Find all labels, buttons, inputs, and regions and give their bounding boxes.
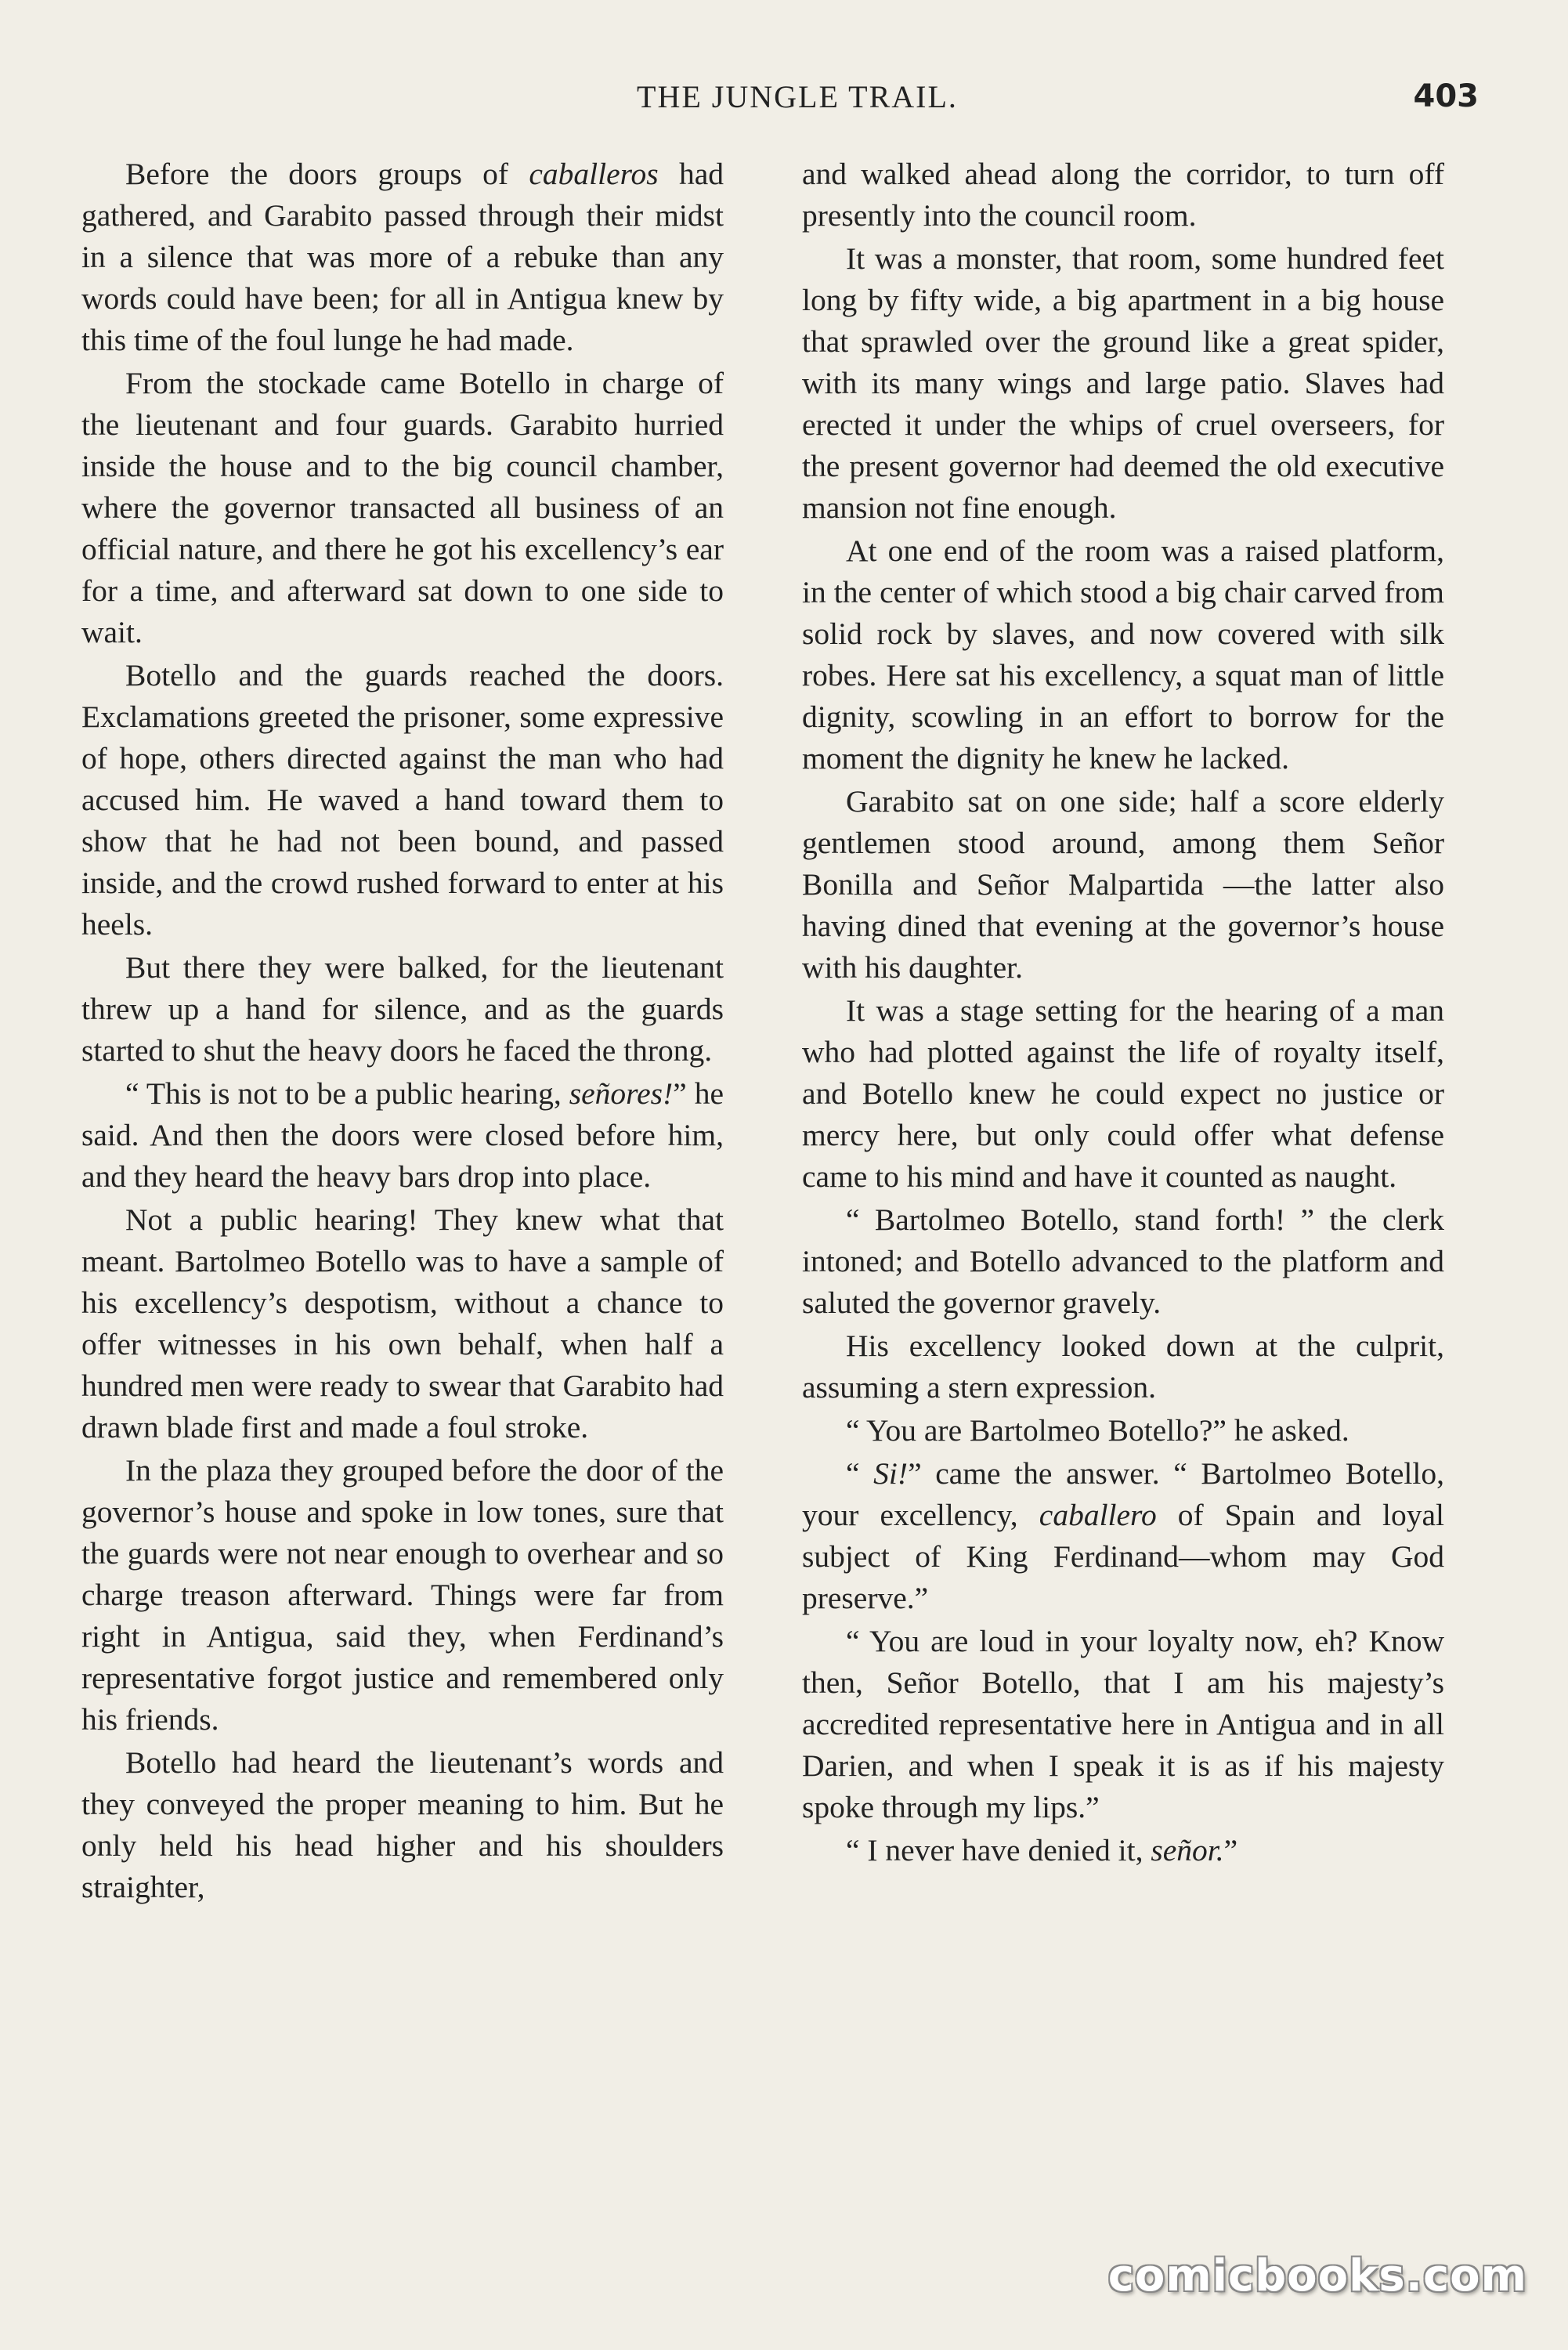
paragraph bbox=[802, 1199, 1444, 1324]
paragraph bbox=[81, 655, 724, 945]
paragraph bbox=[81, 1450, 724, 1741]
paragraph-text: “ bbox=[846, 1456, 874, 1491]
right-column bbox=[802, 154, 1444, 1873]
paragraph-text: It was a stage setting for the hearing of a man who had plotted against the life of royalty itself, and Botello knew he could expect no justice or mercy here, but only could offer what defense came to his mind and have it counted as naught. bbox=[802, 993, 1444, 1194]
paragraph-text: But there they were balked, for the lieutenant threw up a hand for silence, and as the guards started to shut the heavy doors he faced the throng. bbox=[81, 950, 724, 1068]
paragraph bbox=[802, 990, 1444, 1198]
paragraph-text: “ You are loud in your loyalty now, eh? Know then, Señor Botello, that I am his majesty’s accredited representative here in Antigua and in all Darien, and when I speak it is as if his majesty spoke through my lips.” bbox=[802, 1624, 1444, 1824]
paragraph-text: Garabito sat on one side; half a score elderly gentlemen stood around, among them Señor Bonilla and Señor Malpartida —the latter also having dined that evening at the governor’s house with his daughter. bbox=[802, 784, 1444, 985]
paragraph-text: Before the doors groups of bbox=[125, 157, 529, 191]
paragraph-text: Botello had heard the lieutenant’s words and they conveyed the proper meaning to him. But he only held his head higher and his shoulders straighter, bbox=[81, 1745, 724, 1904]
paragraph bbox=[81, 947, 724, 1072]
italic-text: Si! bbox=[873, 1456, 909, 1491]
paragraph bbox=[81, 154, 724, 361]
paragraph bbox=[81, 1199, 724, 1448]
paragraph bbox=[802, 781, 1444, 989]
paragraph-text: At one end of the room was a raised platform, in the center of which stood a big chair carved from solid rock by slaves, and now covered with silk robes. Here sat his excellency, a squat man of little dignity, scowling in an effort to borrow for the moment the dignity he knew he lacked. bbox=[802, 533, 1444, 776]
running-title: THE JUNGLE TRAIL. bbox=[637, 79, 958, 114]
watermark-logo: comicbooks.com bbox=[1107, 2251, 1527, 2301]
italic-text: caballeros bbox=[529, 157, 659, 191]
paragraph bbox=[802, 154, 1444, 237]
left-column bbox=[81, 154, 724, 1910]
paragraph bbox=[81, 363, 724, 653]
italic-text: señor. bbox=[1151, 1833, 1224, 1867]
paragraph-text: of Spain and loyal subject of King Ferdinand—whom may God preserve.” bbox=[802, 1498, 1444, 1615]
paragraph-text: It was a monster, that room, some hundred feet long by fifty wide, a big apartment in a big house that sprawled over the ground like a great spider, with its many wings and large patio. Slaves had erected it under the whips of cruel overseers, for the present governor had deemed the old executive mansion not fine enough. bbox=[802, 241, 1444, 525]
paragraph-text: Botello and the guards reached the doors. Exclamations greeted the prisoner, some expressive of hope, others directed against the man who had accused him. He waved a hand toward them to show that he had not been bound, and passed inside, and the crowd rushed forward to enter at his heels. bbox=[81, 658, 724, 942]
paragraph-text: In the plaza they grouped before the door of the governor’s house and spoke in low tones, sure that the guards were not near enough to overhear and so charge treason afterward. Things were far from right in Antigua, said they, when Ferdinand’s representative forgot justice and remembered only his friends. bbox=[81, 1453, 724, 1737]
paragraph-text: ” bbox=[1223, 1833, 1238, 1867]
paragraph-text: had gathered, and Garabito passed through their midst in a silence that was more of a rebuke than any words could have been; for all in Antigua knew by this time of the foul lunge he had made. bbox=[81, 157, 724, 357]
italic-text: caballero bbox=[1039, 1498, 1157, 1532]
paragraph-text: “ I never have denied it, bbox=[846, 1833, 1151, 1867]
paragraph-text: His excellency looked down at the culprit, assuming a stern expression. bbox=[802, 1329, 1444, 1405]
paragraph-text: From the stockade came Botello in charge of the lieutenant and four guards. Garabito hurried inside the house and to the big council chamber, where the governor transacted all business of an official nature, and there he got his excellency’s ear for a time, and afterward sat down to one side to wait. bbox=[81, 366, 724, 649]
paragraph bbox=[802, 1621, 1444, 1828]
paragraph-text: Not a public hearing! They knew what that meant. Bartolmeo Botello was to have a sample of his excellency’s despotism, without a chance to offer witnesses in his own behalf, when half a hundred men were ready to swear that Garabito had drawn blade first and made a foul stroke. bbox=[81, 1202, 724, 1444]
page-header bbox=[116, 78, 1479, 125]
paragraph bbox=[802, 1453, 1444, 1619]
paragraph-text: “ This is not to be a public hearing, bbox=[125, 1076, 569, 1111]
italic-text: señores! bbox=[569, 1076, 674, 1111]
paragraph bbox=[802, 1410, 1444, 1452]
page-number: 403 bbox=[1413, 78, 1479, 114]
paragraph-text: and walked ahead along the corridor, to turn off presently into the council room. bbox=[802, 157, 1444, 233]
paragraph bbox=[802, 530, 1444, 779]
paragraph bbox=[802, 238, 1444, 529]
paragraph bbox=[802, 1830, 1444, 1871]
paragraph-text: ” came the answer. “ Bartolmeo Botello, your excellency, bbox=[802, 1456, 1444, 1532]
paragraph-text: ” he said. And then the doors were closed before him, and they heard the heavy bars drop into place. bbox=[81, 1076, 724, 1194]
paragraph bbox=[81, 1742, 724, 1908]
paragraph bbox=[81, 1073, 724, 1198]
paragraph bbox=[802, 1325, 1444, 1408]
paragraph-text: “ Bartolmeo Botello, stand forth! ” the clerk intoned; and Botello advanced to the platform and saluted the governor gravely. bbox=[802, 1202, 1444, 1320]
paragraph-text: “ You are Bartolmeo Botello?” he asked. bbox=[846, 1413, 1349, 1448]
